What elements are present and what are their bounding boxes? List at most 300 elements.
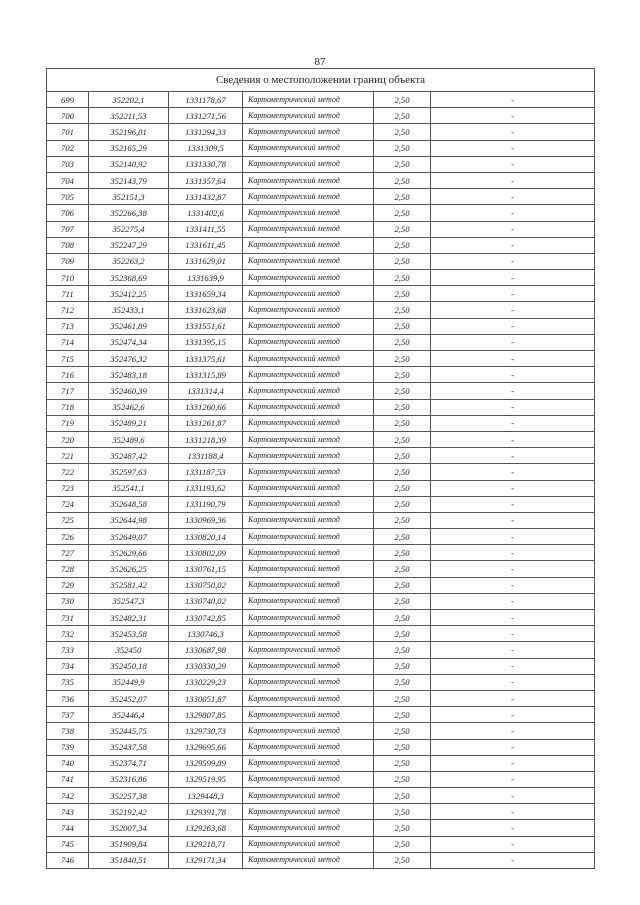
method-cell: Картометрический метод xyxy=(243,318,374,334)
table-row xyxy=(47,464,595,480)
table-row xyxy=(47,852,595,868)
y-coordinate-cell: 1330746,3 xyxy=(169,626,243,642)
method-cell: Картометрический метод xyxy=(243,464,374,480)
x-coordinate-cell: 352649,07 xyxy=(89,529,169,545)
point-number-cell: 732 xyxy=(47,626,89,642)
table-row xyxy=(47,286,595,302)
x-coordinate-cell: 352482,31 xyxy=(89,610,169,626)
accuracy-cell: 2,50 xyxy=(374,351,431,367)
description-cell: - xyxy=(431,124,595,140)
point-number-cell: 734 xyxy=(47,658,89,674)
method-cell: Картометрический метод xyxy=(243,237,374,253)
method-cell: Картометрический метод xyxy=(243,512,374,528)
accuracy-cell: 2,50 xyxy=(374,545,431,561)
description-cell: - xyxy=(431,464,595,480)
method-cell: Картометрический метод xyxy=(243,690,374,706)
description-cell: - xyxy=(431,836,595,852)
y-coordinate-cell: 1331218,39 xyxy=(169,431,243,447)
method-cell: Картометрический метод xyxy=(243,771,374,787)
table-body xyxy=(47,92,595,869)
description-cell: - xyxy=(431,658,595,674)
point-number-cell: 728 xyxy=(47,561,89,577)
table-row xyxy=(47,92,595,108)
y-coordinate-cell: 1331629,01 xyxy=(169,253,243,269)
description-cell: - xyxy=(431,480,595,496)
table-row xyxy=(47,577,595,593)
method-cell: Картометрический метод xyxy=(243,383,374,399)
table-row xyxy=(47,253,595,269)
method-cell: Картометрический метод xyxy=(243,804,374,820)
table-row xyxy=(47,124,595,140)
method-cell: Картометрический метод xyxy=(243,270,374,286)
y-coordinate-cell: 1331314,4 xyxy=(169,383,243,399)
description-cell: - xyxy=(431,286,595,302)
accuracy-cell: 2,50 xyxy=(374,367,431,383)
point-number-cell: 725 xyxy=(47,512,89,528)
table-row xyxy=(47,302,595,318)
method-cell: Картометрический метод xyxy=(243,836,374,852)
x-coordinate-cell: 352374,71 xyxy=(89,755,169,771)
y-coordinate-cell: 1331187,53 xyxy=(169,464,243,480)
accuracy-cell: 2,50 xyxy=(374,804,431,820)
accuracy-cell: 2,50 xyxy=(374,658,431,674)
point-number-cell: 743 xyxy=(47,804,89,820)
accuracy-cell: 2,50 xyxy=(374,399,431,415)
point-number-cell: 708 xyxy=(47,237,89,253)
method-cell: Картометрический метод xyxy=(243,156,374,172)
x-coordinate-cell: 352257,38 xyxy=(89,788,169,804)
x-coordinate-cell: 352541,1 xyxy=(89,480,169,496)
table-row xyxy=(47,270,595,286)
table-row xyxy=(47,610,595,626)
point-number-cell: 723 xyxy=(47,480,89,496)
boundary-coordinates-table xyxy=(46,68,595,869)
accuracy-cell: 2,50 xyxy=(374,108,431,124)
table-row xyxy=(47,108,595,124)
description-cell: - xyxy=(431,108,595,124)
point-number-cell: 720 xyxy=(47,431,89,447)
description-cell: - xyxy=(431,351,595,367)
point-number-cell: 699 xyxy=(47,92,89,108)
x-coordinate-cell: 352165,29 xyxy=(89,140,169,156)
point-number-cell: 730 xyxy=(47,593,89,609)
point-number-cell: 719 xyxy=(47,415,89,431)
x-coordinate-cell: 352412,25 xyxy=(89,286,169,302)
description-cell: - xyxy=(431,788,595,804)
point-number-cell: 736 xyxy=(47,690,89,706)
description-cell: - xyxy=(431,383,595,399)
table-row xyxy=(47,561,595,577)
table-row xyxy=(47,431,595,447)
y-coordinate-cell: 1331432,87 xyxy=(169,189,243,205)
y-coordinate-cell: 1329519,95 xyxy=(169,771,243,787)
accuracy-cell: 2,50 xyxy=(374,431,431,447)
y-coordinate-cell: 1330761,15 xyxy=(169,561,243,577)
table-row xyxy=(47,221,595,237)
table-row xyxy=(47,658,595,674)
table-row xyxy=(47,399,595,415)
method-cell: Картометрический метод xyxy=(243,221,374,237)
x-coordinate-cell: 352487,42 xyxy=(89,448,169,464)
table-row xyxy=(47,383,595,399)
method-cell: Картометрический метод xyxy=(243,108,374,124)
accuracy-cell: 2,50 xyxy=(374,577,431,593)
x-coordinate-cell: 352202,1 xyxy=(89,92,169,108)
point-number-cell: 733 xyxy=(47,642,89,658)
method-cell: Картометрический метод xyxy=(243,172,374,188)
point-number-cell: 713 xyxy=(47,318,89,334)
point-number-cell: 746 xyxy=(47,852,89,868)
y-coordinate-cell: 1331193,62 xyxy=(169,480,243,496)
point-number-cell: 745 xyxy=(47,836,89,852)
y-coordinate-cell: 1331309,5 xyxy=(169,140,243,156)
table-row xyxy=(47,690,595,706)
method-cell: Картометрический метод xyxy=(243,529,374,545)
description-cell: - xyxy=(431,399,595,415)
accuracy-cell: 2,50 xyxy=(374,496,431,512)
description-cell: - xyxy=(431,610,595,626)
x-coordinate-cell: 352489,6 xyxy=(89,431,169,447)
table-row xyxy=(47,707,595,723)
description-cell: - xyxy=(431,512,595,528)
y-coordinate-cell: 1331357,64 xyxy=(169,172,243,188)
y-coordinate-cell: 1331395,15 xyxy=(169,334,243,350)
method-cell: Картометрический метод xyxy=(243,253,374,269)
table-row xyxy=(47,788,595,804)
method-cell: Картометрический метод xyxy=(243,610,374,626)
y-coordinate-cell: 1331261,87 xyxy=(169,415,243,431)
accuracy-cell: 2,50 xyxy=(374,836,431,852)
accuracy-cell: 2,50 xyxy=(374,172,431,188)
y-coordinate-cell: 1331611,45 xyxy=(169,237,243,253)
table-row xyxy=(47,512,595,528)
method-cell: Картометрический метод xyxy=(243,755,374,771)
y-coordinate-cell: 1330229,23 xyxy=(169,674,243,690)
y-coordinate-cell: 1331260,66 xyxy=(169,399,243,415)
accuracy-cell: 2,50 xyxy=(374,92,431,108)
method-cell: Картометрический метод xyxy=(243,707,374,723)
description-cell: - xyxy=(431,221,595,237)
table-row xyxy=(47,172,595,188)
description-cell: - xyxy=(431,431,595,447)
x-coordinate-cell: 352626,25 xyxy=(89,561,169,577)
description-cell: - xyxy=(431,253,595,269)
method-cell: Картометрический метод xyxy=(243,852,374,868)
x-coordinate-cell: 352644,98 xyxy=(89,512,169,528)
description-cell: - xyxy=(431,626,595,642)
accuracy-cell: 2,50 xyxy=(374,788,431,804)
page-number: 87 xyxy=(314,56,326,68)
accuracy-cell: 2,50 xyxy=(374,448,431,464)
x-coordinate-cell: 352275,4 xyxy=(89,221,169,237)
description-cell: - xyxy=(431,92,595,108)
description-cell: - xyxy=(431,545,595,561)
x-coordinate-cell: 352460,39 xyxy=(89,383,169,399)
y-coordinate-cell: 1329599,89 xyxy=(169,755,243,771)
table-row xyxy=(47,448,595,464)
method-cell: Картометрический метод xyxy=(243,723,374,739)
method-cell: Картометрический метод xyxy=(243,140,374,156)
method-cell: Картометрический метод xyxy=(243,545,374,561)
method-cell: Картометрический метод xyxy=(243,496,374,512)
y-coordinate-cell: 1331271,56 xyxy=(169,108,243,124)
description-cell: - xyxy=(431,189,595,205)
table-row xyxy=(47,237,595,253)
accuracy-cell: 2,50 xyxy=(374,610,431,626)
x-coordinate-cell: 352449,9 xyxy=(89,674,169,690)
y-coordinate-cell: 1331411,55 xyxy=(169,221,243,237)
x-coordinate-cell: 352450 xyxy=(89,642,169,658)
accuracy-cell: 2,50 xyxy=(374,205,431,221)
y-coordinate-cell: 1330802,09 xyxy=(169,545,243,561)
description-cell: - xyxy=(431,367,595,383)
accuracy-cell: 2,50 xyxy=(374,674,431,690)
description-cell: - xyxy=(431,642,595,658)
x-coordinate-cell: 352445,75 xyxy=(89,723,169,739)
table-row xyxy=(47,755,595,771)
x-coordinate-cell: 352143,79 xyxy=(89,172,169,188)
description-cell: - xyxy=(431,820,595,836)
y-coordinate-cell: 1331639,9 xyxy=(169,270,243,286)
table-row xyxy=(47,820,595,836)
point-number-cell: 726 xyxy=(47,529,89,545)
accuracy-cell: 2,50 xyxy=(374,140,431,156)
point-number-cell: 722 xyxy=(47,464,89,480)
description-cell: - xyxy=(431,496,595,512)
method-cell: Картометрический метод xyxy=(243,561,374,577)
table-row xyxy=(47,674,595,690)
method-cell: Картометрический метод xyxy=(243,124,374,140)
x-coordinate-cell: 352597,63 xyxy=(89,464,169,480)
table-row xyxy=(47,189,595,205)
point-number-cell: 731 xyxy=(47,610,89,626)
x-coordinate-cell: 352453,58 xyxy=(89,626,169,642)
accuracy-cell: 2,50 xyxy=(374,593,431,609)
point-number-cell: 742 xyxy=(47,788,89,804)
y-coordinate-cell: 1331375,61 xyxy=(169,351,243,367)
method-cell: Картометрический метод xyxy=(243,415,374,431)
x-coordinate-cell: 352581,42 xyxy=(89,577,169,593)
description-cell: - xyxy=(431,561,595,577)
description-cell: - xyxy=(431,852,595,868)
x-coordinate-cell: 352433,1 xyxy=(89,302,169,318)
y-coordinate-cell: 1329448,3 xyxy=(169,788,243,804)
description-cell: - xyxy=(431,723,595,739)
table-row xyxy=(47,723,595,739)
method-cell: Картометрический метод xyxy=(243,739,374,755)
point-number-cell: 744 xyxy=(47,820,89,836)
x-coordinate-cell: 352483,18 xyxy=(89,367,169,383)
point-number-cell: 712 xyxy=(47,302,89,318)
table-row xyxy=(47,836,595,852)
x-coordinate-cell: 352437,58 xyxy=(89,739,169,755)
y-coordinate-cell: 1329391,78 xyxy=(169,804,243,820)
x-coordinate-cell: 352196,01 xyxy=(89,124,169,140)
point-number-cell: 711 xyxy=(47,286,89,302)
x-coordinate-cell: 352547,3 xyxy=(89,593,169,609)
method-cell: Картометрический метод xyxy=(243,367,374,383)
accuracy-cell: 2,50 xyxy=(374,334,431,350)
x-coordinate-cell: 352489,21 xyxy=(89,415,169,431)
point-number-cell: 721 xyxy=(47,448,89,464)
table-row xyxy=(47,156,595,172)
table-title: Сведения о местоположении границ объекта xyxy=(47,69,595,92)
description-cell: - xyxy=(431,804,595,820)
accuracy-cell: 2,50 xyxy=(374,221,431,237)
x-coordinate-cell: 352368,69 xyxy=(89,270,169,286)
y-coordinate-cell: 1331178,67 xyxy=(169,92,243,108)
point-number-cell: 738 xyxy=(47,723,89,739)
method-cell: Картометрический метод xyxy=(243,626,374,642)
point-number-cell: 700 xyxy=(47,108,89,124)
method-cell: Картометрический метод xyxy=(243,351,374,367)
x-coordinate-cell: 352263,2 xyxy=(89,253,169,269)
accuracy-cell: 2,50 xyxy=(374,464,431,480)
x-coordinate-cell: 352247,29 xyxy=(89,237,169,253)
point-number-cell: 724 xyxy=(47,496,89,512)
accuracy-cell: 2,50 xyxy=(374,755,431,771)
description-cell: - xyxy=(431,593,595,609)
method-cell: Картометрический метод xyxy=(243,302,374,318)
method-cell: Картометрический метод xyxy=(243,431,374,447)
accuracy-cell: 2,50 xyxy=(374,286,431,302)
accuracy-cell: 2,50 xyxy=(374,529,431,545)
accuracy-cell: 2,50 xyxy=(374,820,431,836)
description-cell: - xyxy=(431,334,595,350)
x-coordinate-cell: 352446,4 xyxy=(89,707,169,723)
point-number-cell: 714 xyxy=(47,334,89,350)
accuracy-cell: 2,50 xyxy=(374,707,431,723)
y-coordinate-cell: 1331294,33 xyxy=(169,124,243,140)
y-coordinate-cell: 1329263,68 xyxy=(169,820,243,836)
x-coordinate-cell: 351909,84 xyxy=(89,836,169,852)
description-cell: - xyxy=(431,771,595,787)
description-cell: - xyxy=(431,156,595,172)
accuracy-cell: 2,50 xyxy=(374,156,431,172)
description-cell: - xyxy=(431,205,595,221)
table-row xyxy=(47,334,595,350)
y-coordinate-cell: 1331551,61 xyxy=(169,318,243,334)
x-coordinate-cell: 352476,32 xyxy=(89,351,169,367)
table-row xyxy=(47,318,595,334)
description-cell: - xyxy=(431,707,595,723)
y-coordinate-cell: 1329171,34 xyxy=(169,852,243,868)
y-coordinate-cell: 1330750,02 xyxy=(169,577,243,593)
accuracy-cell: 2,50 xyxy=(374,480,431,496)
y-coordinate-cell: 1330330,29 xyxy=(169,658,243,674)
table-row xyxy=(47,771,595,787)
accuracy-cell: 2,50 xyxy=(374,771,431,787)
point-number-cell: 729 xyxy=(47,577,89,593)
y-coordinate-cell: 1331402,6 xyxy=(169,205,243,221)
description-cell: - xyxy=(431,674,595,690)
accuracy-cell: 2,50 xyxy=(374,852,431,868)
point-number-cell: 701 xyxy=(47,124,89,140)
x-coordinate-cell: 352648,58 xyxy=(89,496,169,512)
y-coordinate-cell: 1330969,36 xyxy=(169,512,243,528)
y-coordinate-cell: 1330740,02 xyxy=(169,593,243,609)
accuracy-cell: 2,50 xyxy=(374,270,431,286)
accuracy-cell: 2,50 xyxy=(374,642,431,658)
table-row xyxy=(47,415,595,431)
description-cell: - xyxy=(431,690,595,706)
accuracy-cell: 2,50 xyxy=(374,302,431,318)
accuracy-cell: 2,50 xyxy=(374,253,431,269)
method-cell: Картометрический метод xyxy=(243,788,374,804)
table-row xyxy=(47,480,595,496)
table-row xyxy=(47,496,595,512)
x-coordinate-cell: 351840,51 xyxy=(89,852,169,868)
x-coordinate-cell: 352140,92 xyxy=(89,156,169,172)
y-coordinate-cell: 1331623,68 xyxy=(169,302,243,318)
accuracy-cell: 2,50 xyxy=(374,189,431,205)
description-cell: - xyxy=(431,172,595,188)
table-row xyxy=(47,140,595,156)
method-cell: Картометрический метод xyxy=(243,642,374,658)
method-cell: Картометрический метод xyxy=(243,820,374,836)
table-row xyxy=(47,642,595,658)
accuracy-cell: 2,50 xyxy=(374,626,431,642)
description-cell: - xyxy=(431,318,595,334)
y-coordinate-cell: 1331330,78 xyxy=(169,156,243,172)
table-row xyxy=(47,351,595,367)
description-cell: - xyxy=(431,140,595,156)
method-cell: Картометрический метод xyxy=(243,92,374,108)
method-cell: Картометрический метод xyxy=(243,334,374,350)
point-number-cell: 735 xyxy=(47,674,89,690)
method-cell: Картометрический метод xyxy=(243,593,374,609)
table-row xyxy=(47,367,595,383)
point-number-cell: 707 xyxy=(47,221,89,237)
accuracy-cell: 2,50 xyxy=(374,561,431,577)
method-cell: Картометрический метод xyxy=(243,577,374,593)
method-cell: Картометрический метод xyxy=(243,205,374,221)
accuracy-cell: 2,50 xyxy=(374,237,431,253)
x-coordinate-cell: 352211,53 xyxy=(89,108,169,124)
table-row xyxy=(47,804,595,820)
point-number-cell: 704 xyxy=(47,172,89,188)
accuracy-cell: 2,50 xyxy=(374,124,431,140)
accuracy-cell: 2,50 xyxy=(374,690,431,706)
accuracy-cell: 2,50 xyxy=(374,723,431,739)
description-cell: - xyxy=(431,577,595,593)
method-cell: Картометрический метод xyxy=(243,480,374,496)
table-row xyxy=(47,739,595,755)
y-coordinate-cell: 1331188,4 xyxy=(169,448,243,464)
point-number-cell: 706 xyxy=(47,205,89,221)
description-cell: - xyxy=(431,270,595,286)
point-number-cell: 739 xyxy=(47,739,89,755)
x-coordinate-cell: 352462,6 xyxy=(89,399,169,415)
x-coordinate-cell: 352316,86 xyxy=(89,771,169,787)
method-cell: Картометрический метод xyxy=(243,674,374,690)
point-number-cell: 717 xyxy=(47,383,89,399)
x-coordinate-cell: 352474,34 xyxy=(89,334,169,350)
table-row xyxy=(47,626,595,642)
description-cell: - xyxy=(431,755,595,771)
point-number-cell: 740 xyxy=(47,755,89,771)
point-number-cell: 702 xyxy=(47,140,89,156)
table-row xyxy=(47,529,595,545)
description-cell: - xyxy=(431,739,595,755)
table-row xyxy=(47,205,595,221)
table-row xyxy=(47,545,595,561)
y-coordinate-cell: 1329730,73 xyxy=(169,723,243,739)
description-cell: - xyxy=(431,448,595,464)
y-coordinate-cell: 1329807,85 xyxy=(169,707,243,723)
description-cell: - xyxy=(431,415,595,431)
y-coordinate-cell: 1331190,79 xyxy=(169,496,243,512)
